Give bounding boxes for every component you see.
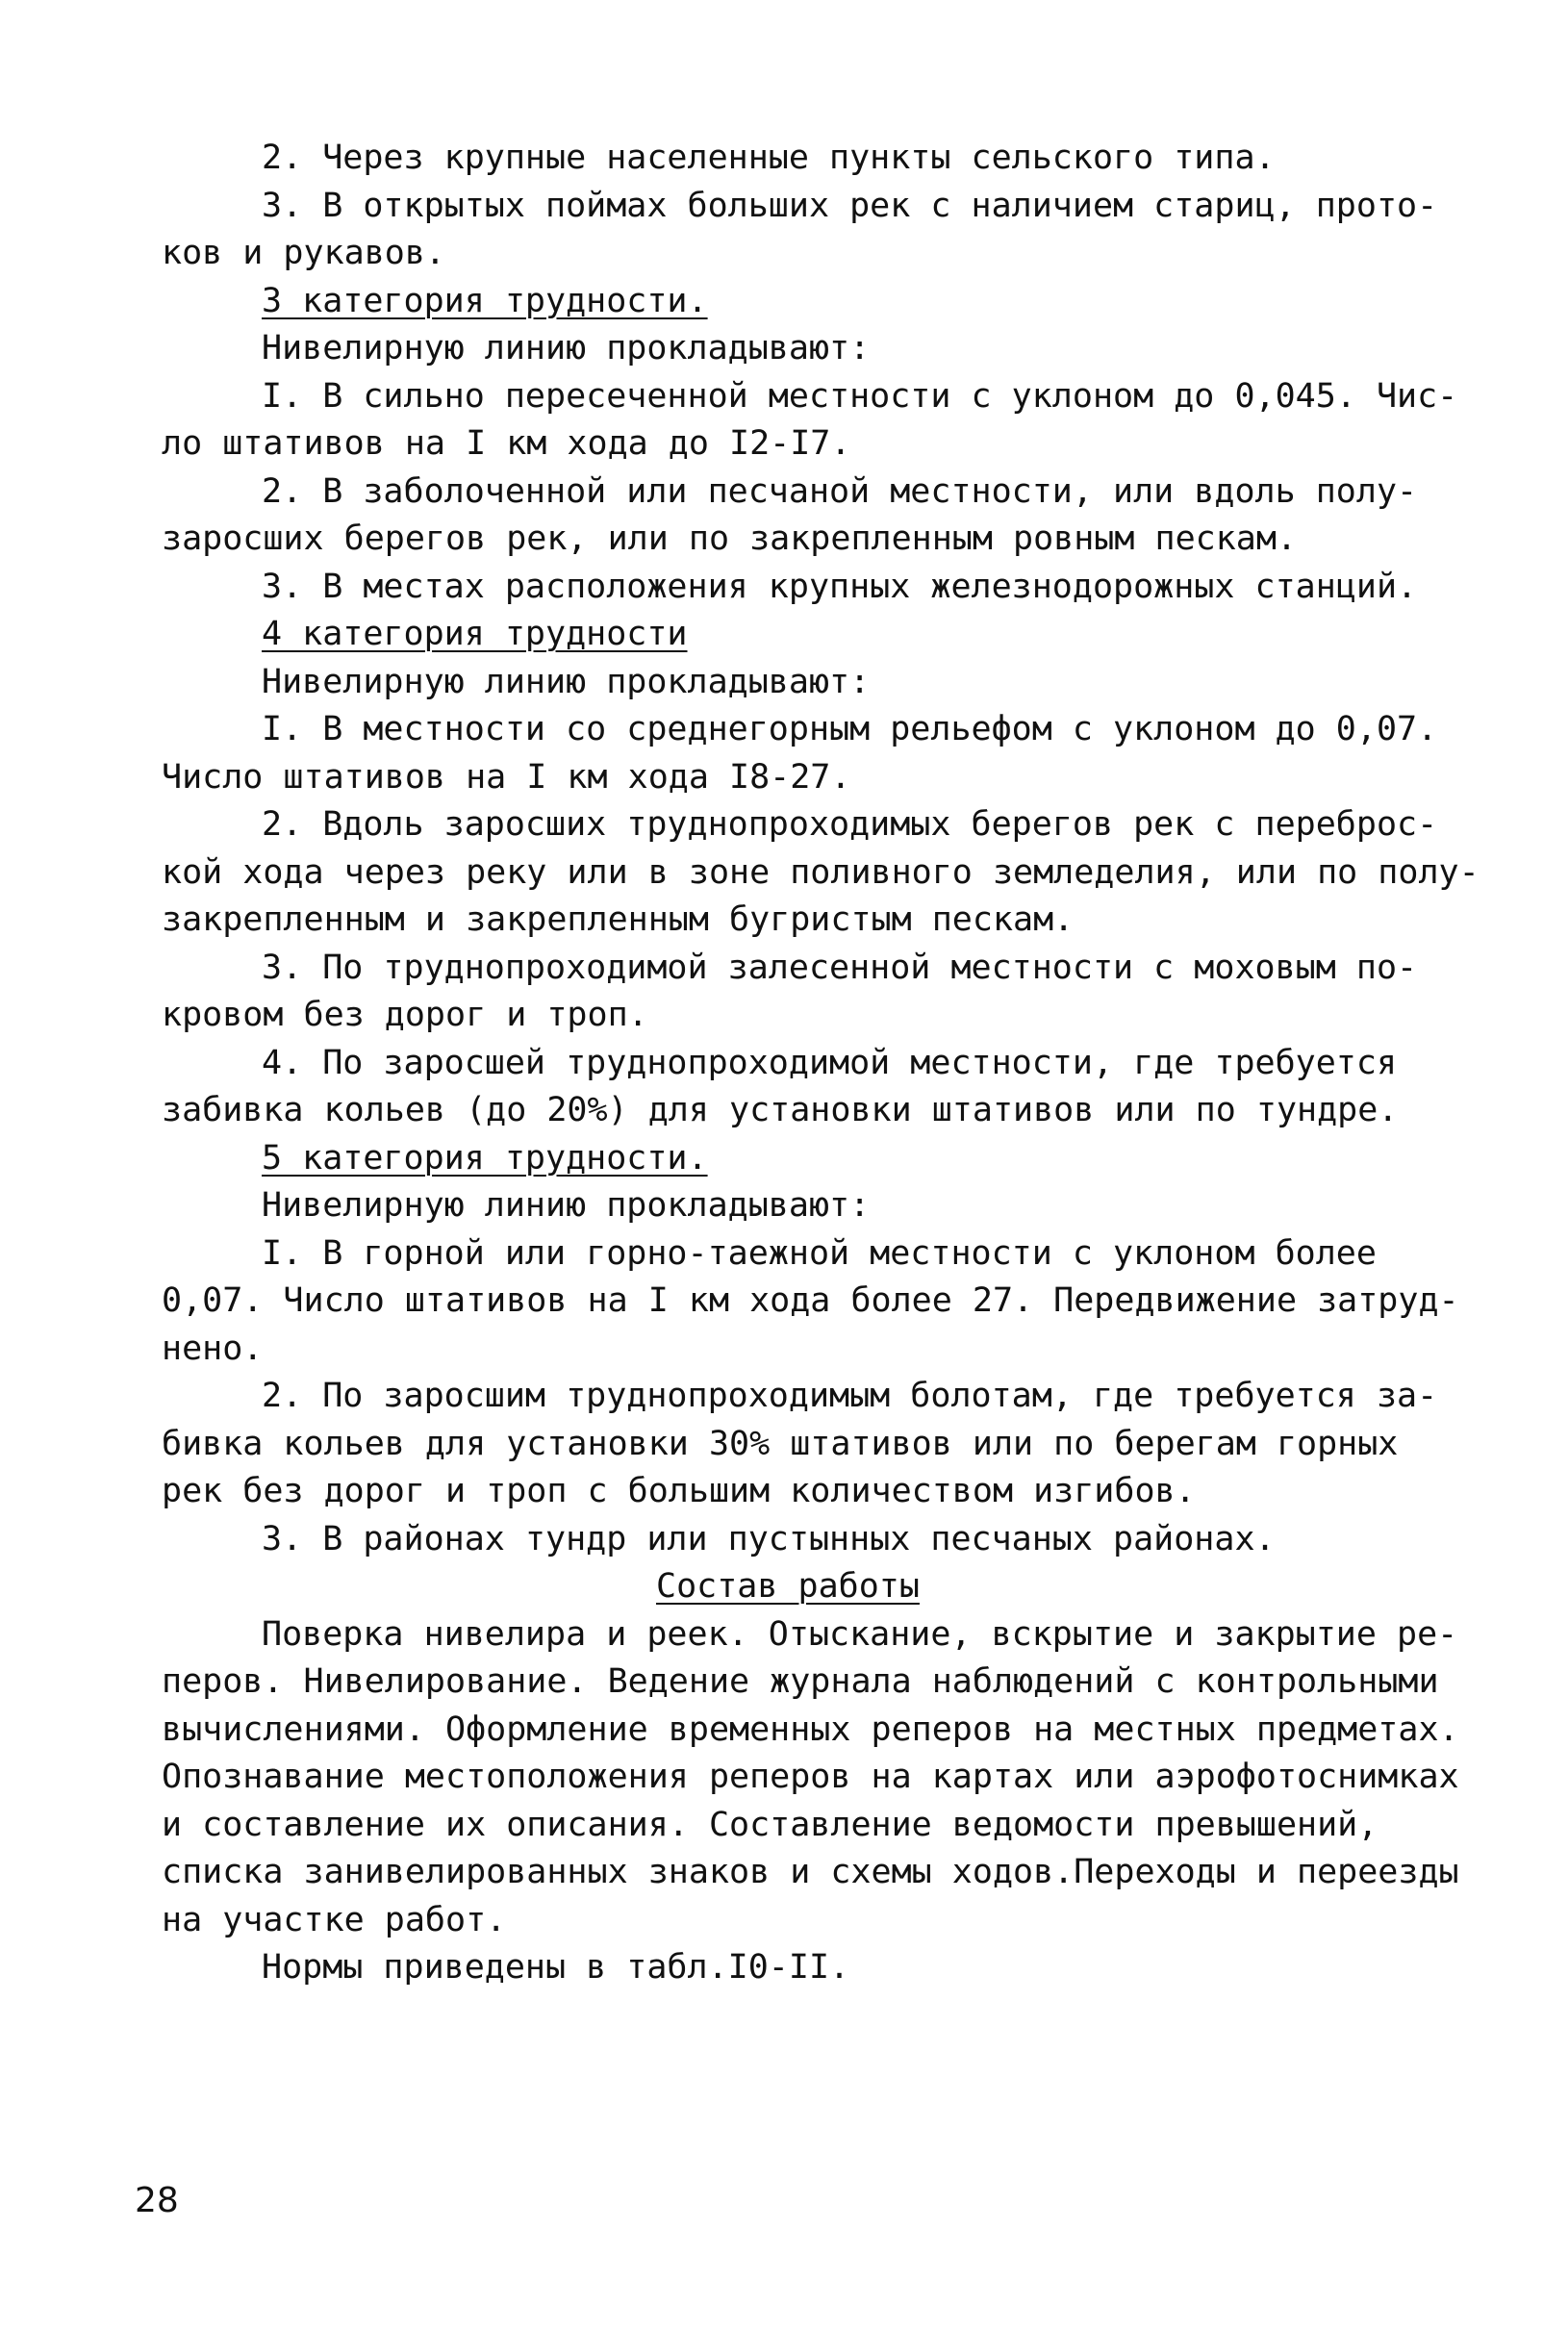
text-line: рек без дорог и троп с большим количеством изгибов. xyxy=(162,1472,1196,1510)
lead-in-text: Нивелирную линию прокладывают: xyxy=(262,329,871,367)
reference-line: Нормы приведены в табл.I0-II. xyxy=(262,1948,850,1987)
category-4-heading xyxy=(162,611,1441,659)
lead-in-text: Нивелирную линию прокладывают: xyxy=(262,662,871,701)
list-item: I. В горной или горно-таежной местности с уклоном более xyxy=(262,1233,1377,1273)
list-item: 2. Через крупные населенные пункты сельского типа. xyxy=(262,139,1276,177)
category-3-title: 3 категория трудности. xyxy=(262,281,708,320)
list-item: 4. По заросшей труднопроходимой местности, где требуется xyxy=(262,1043,1398,1082)
section-title: Состав работы xyxy=(656,1567,920,1606)
list-item: 3. В местах расположения крупных железнодорожных станций. xyxy=(262,567,1418,606)
lead-in-text: Нивелирную линию прокладывают: xyxy=(262,1186,871,1225)
text-line: бивка кольев для установки 30% штативов или по берегам горных xyxy=(162,1424,1399,1463)
paragraph-line: вычислениями. Оформление временных реперов на местных предметах. xyxy=(162,1710,1459,1749)
text-line: кровом без дорог и троп. xyxy=(162,996,648,1034)
text-line: ло штативов на I км хода до I2-I7. xyxy=(162,424,851,463)
paragraph-line: Поверка нивелира и реек. Отыскание, вскрытие и закрытие ре- xyxy=(262,1614,1458,1654)
paragraph-line: и составление их описания. Составление ведомости превышений, xyxy=(162,1805,1378,1844)
text-line: заросших берегов рек, или по закрепленным ровным пескам. xyxy=(162,519,1298,558)
text-line: Число штативов на I км хода I8-27. xyxy=(162,757,851,797)
category-3-heading xyxy=(162,278,1441,326)
category-5-heading xyxy=(162,1135,1441,1183)
text-line: 0,07. Число штативов на I км хода более 27. Передвижение затруд- xyxy=(162,1281,1459,1320)
text-line: закрепленным и закрепленным бугристым пескам. xyxy=(162,900,1075,939)
paragraph-line: списка занивелированных знаков и схемы ходов.Переходы и переезды xyxy=(162,1853,1459,1891)
list-item: 2. Вдоль заросших труднопроходимых берегов рек с переброс- xyxy=(262,805,1438,844)
list-item: 3. В открытых поймах больших рек с наличием стариц, прото- xyxy=(262,186,1438,225)
list-item: 3. В районах тундр или пустынных песчаных районах. xyxy=(262,1519,1276,1558)
text-line: ков и рукавов. xyxy=(162,234,446,272)
section-heading xyxy=(162,1563,1441,1611)
category-4-title: 4 категория трудности xyxy=(262,615,688,653)
text-line: нено. xyxy=(162,1329,264,1368)
list-item: I. В местности со среднегорным рельефом с уклоном до 0,07. xyxy=(262,710,1438,748)
page-number: 28 xyxy=(135,2181,179,2220)
body-text xyxy=(162,135,1479,1992)
list-item: 3. По труднопроходимой залесенной местности с моховым по- xyxy=(262,948,1418,987)
paragraph-line: перов. Нивелирование. Ведение журнала наблюдений с контрольными xyxy=(162,1662,1439,1701)
text-line: забивка кольев (до 20%) для установки штативов или по тундре. xyxy=(162,1091,1399,1129)
text-line: кой хода через реку или в зоне поливного земледелия, или по полу- xyxy=(162,852,1479,892)
paragraph-line: Опознавание местоположения реперов на картах или аэрофотоснимках xyxy=(162,1758,1459,1796)
list-item: I. В сильно пересеченной местности с уклоном до 0,045. Чис- xyxy=(262,376,1458,416)
list-item: 2. В заболоченной или песчаной местности, или вдоль полу- xyxy=(262,471,1418,511)
category-5-title: 5 категория трудности. xyxy=(262,1138,708,1178)
list-item: 2. По заросшим труднопроходимым болотам, где требуется за- xyxy=(262,1377,1438,1415)
paragraph-line: на участке работ. xyxy=(162,1900,507,1939)
